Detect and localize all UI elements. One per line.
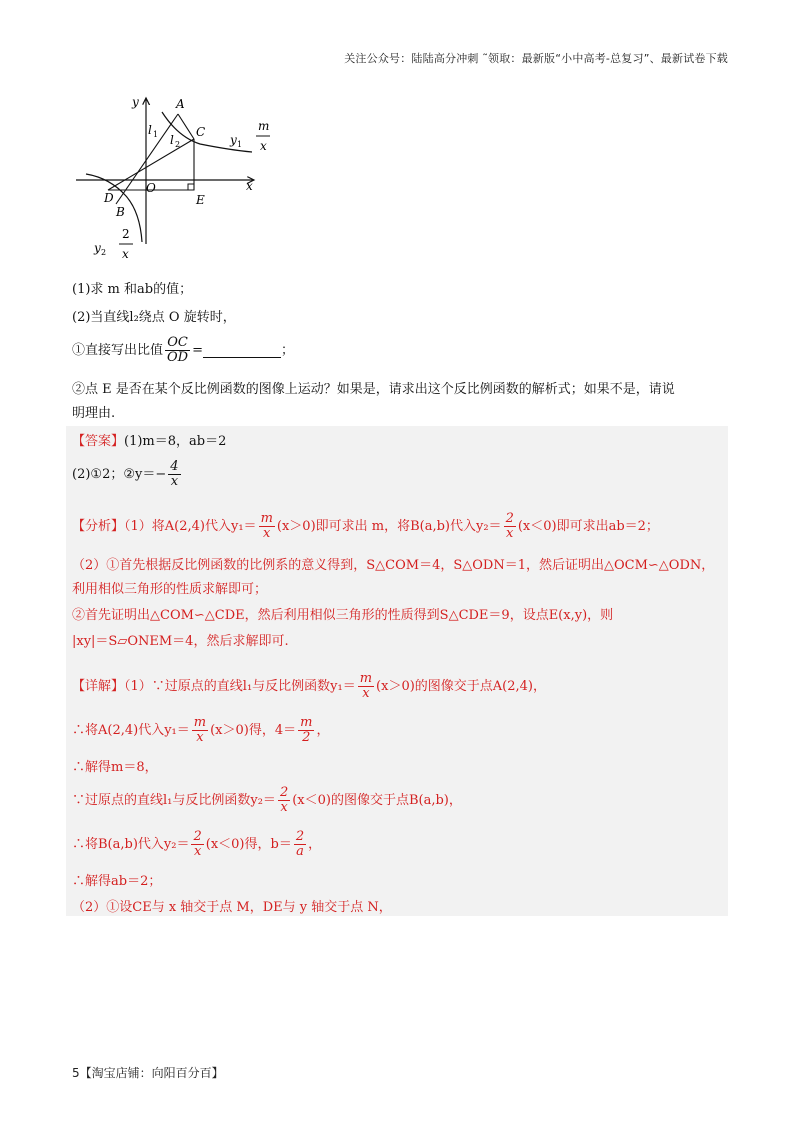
detail-line-2 — [72, 716, 329, 745]
label-E: E — [196, 193, 205, 207]
q2a-prefix: ①直接写出比值 — [72, 343, 164, 358]
label-y2-sub: 2 — [101, 248, 107, 257]
label-y: y — [132, 95, 139, 109]
answer-a2-prefix: (2)①2；②y＝− — [72, 467, 167, 482]
frac-den: x — [280, 800, 288, 815]
detail-line-7: （2）①设CE与 x 轴交于点 M，DE与 y 轴交于点 N， — [72, 900, 392, 915]
answer-line-2 — [72, 460, 183, 489]
label-m: m — [258, 119, 270, 133]
label-x-den: x — [260, 139, 267, 153]
curve-y2 — [86, 174, 142, 242]
analysis-line-3: 利用相似三角形的性质求解即可； — [72, 582, 268, 597]
analysis-line-2: （2）①首先根据反比例函数的比例系的意义得到，S△COM＝4，S△ODN＝1，然后证明出△OCM∽△ODN， — [72, 558, 715, 573]
answer-tag: 【答案】 — [72, 434, 125, 449]
analysis-l1-part3: (x＜0)即可求出ab＝2； — [517, 519, 659, 534]
detail-line-1 — [72, 672, 546, 701]
fraction-2-x — [191, 830, 203, 859]
detail-line-5 — [72, 830, 321, 859]
question-2: (2)当直线l₂绕点 O 旋转时， — [72, 310, 236, 325]
answer-a1: (1)m＝8，ab＝2 — [124, 434, 227, 449]
frac-den: x — [362, 686, 370, 701]
frac-den: x — [506, 526, 514, 541]
fraction-2-x — [278, 786, 290, 815]
detail-d1-part2: (x＞0)的图像交于点A(2,4)， — [376, 679, 546, 694]
label-x: x — [246, 179, 253, 193]
detail-d5-part1: ∴将B(a,b)代入y₂＝ — [72, 837, 190, 852]
question-2b-line1: ②点 E 是否在某个反比例函数的图像上运动？如果是，请求出这个反比例函数的解析式；如果不是，请说 — [72, 382, 675, 397]
analysis-line-5: |xy|＝S▱ONEM＝4，然后求解即可. — [72, 634, 289, 649]
detail-d4-part1: ∵过原点的直线l₁与反比例函数y₂＝ — [72, 793, 276, 808]
label-y2: y — [94, 241, 101, 255]
frac-num: m — [193, 715, 207, 730]
label-B: B — [116, 205, 125, 219]
label-l1-sub: 1 — [153, 130, 159, 139]
label-l2: l — [170, 133, 174, 147]
label-A: A — [176, 97, 185, 111]
analysis-line-1 — [72, 512, 659, 541]
label-two: 2 — [122, 227, 130, 241]
fraction-2-a — [294, 830, 306, 859]
label-O: O — [146, 181, 156, 195]
question-2b-line2: 明理由. — [72, 406, 116, 421]
frac-den: x — [263, 526, 271, 541]
frac-num: m — [359, 671, 373, 686]
analysis-line-4: ②首先证明出△COM∽△CDE，然后利用相似三角形的性质得到S△CDE＝9，设点E(x,y)，则 — [72, 608, 614, 623]
equals-sign: = — [192, 343, 204, 358]
label-y1: y — [230, 133, 237, 147]
fraction-4-x — [168, 460, 180, 489]
frac-den: x — [196, 730, 204, 745]
detail-d5-part3: ， — [308, 837, 322, 852]
analysis-tag: 【分析】 — [72, 519, 125, 534]
detail-line-3: ∴解得m＝8， — [72, 760, 158, 775]
label-C: C — [196, 125, 206, 139]
fraction-2-x — [504, 512, 516, 541]
frac-num: OC — [165, 336, 190, 351]
fraction-m-2 — [298, 716, 314, 745]
frac-num: 2 — [193, 829, 202, 844]
page-header: 关注公众号：陆陆高分冲刺 ˜领取：最新版“小中高考-总复习”、最新试卷下载 — [344, 52, 728, 65]
question-2a — [72, 336, 294, 365]
page-footer: 5【淘宝店铺：向阳百分百】 — [72, 1066, 224, 1080]
label-l1: l — [148, 123, 152, 137]
detail-d5-part2: (x＜0)得，b＝ — [205, 837, 292, 852]
fraction-oc-od — [165, 336, 190, 365]
question-1: (1)求 m 和ab的值； — [72, 282, 193, 297]
frac-den: x — [170, 474, 179, 489]
detail-line-4 — [72, 786, 462, 815]
fraction-m-x — [192, 716, 208, 745]
detail-d4-part2: (x＜0)的图像交于点B(a,b)， — [292, 793, 462, 808]
detail-d1-part1: （1）∵过原点的直线l₁与反比例函数y₁＝ — [124, 679, 356, 694]
detail-d2-part2: (x＞0)得，4＝ — [210, 723, 297, 738]
right-angle-mark — [188, 184, 194, 190]
frac-den: OD — [167, 350, 189, 365]
detail-line-6: ∴解得ab＝2； — [72, 874, 162, 889]
detail-tag: 【详解】 — [72, 679, 125, 694]
graph-svg — [70, 92, 300, 272]
frac-den: 2 — [302, 730, 311, 745]
frac-num: m — [300, 715, 313, 730]
answer-line-1 — [72, 432, 226, 452]
frac-den: a — [296, 844, 304, 859]
frac-num: 4 — [170, 459, 179, 474]
fraction-m-x — [259, 512, 275, 541]
frac-num: 2 — [295, 829, 305, 844]
label-D: D — [104, 191, 114, 205]
frac-num: 2 — [279, 785, 289, 800]
frac-num: 2 — [505, 511, 514, 526]
label-x-den2: x — [122, 247, 129, 261]
answer-blank — [203, 343, 281, 358]
function-graph-figure — [70, 92, 300, 272]
q2a-end: ； — [281, 343, 295, 358]
frac-den: x — [193, 844, 202, 859]
analysis-l1-part2: (x＞0)即可求出 m，将B(a,b)代入y₂＝ — [276, 519, 502, 534]
label-l2-sub: 2 — [175, 140, 181, 149]
fraction-m-x — [358, 672, 374, 701]
segment-AC — [178, 114, 194, 139]
label-y1-sub: 1 — [237, 140, 243, 149]
analysis-l1-part1: （1）将A(2,4)代入y₁＝ — [124, 519, 257, 534]
detail-d2-part3: ， — [316, 723, 330, 738]
frac-num: m — [260, 511, 273, 526]
detail-d2-part1: ∴将A(2,4)代入y₁＝ — [72, 723, 190, 738]
